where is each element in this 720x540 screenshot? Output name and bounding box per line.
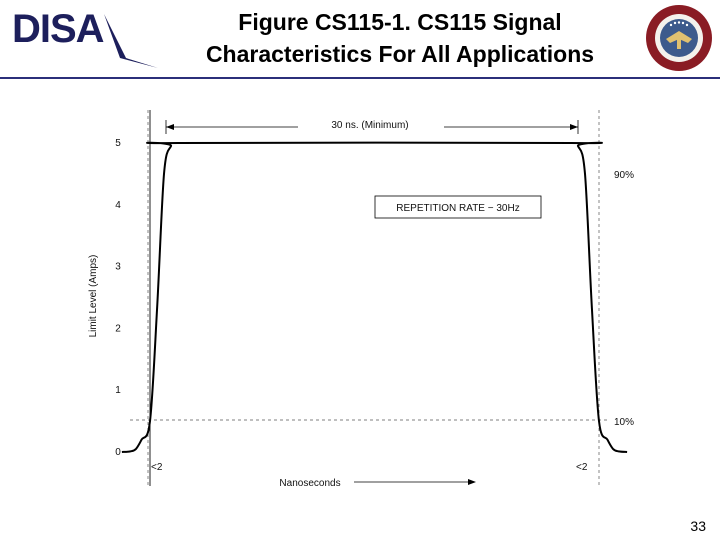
ten-percent-label: 10% [614, 417, 635, 428]
y-tick-labels [115, 138, 121, 458]
pulse-waveform [122, 143, 627, 452]
y-tick-label: 4 [115, 199, 121, 211]
y-tick-label: 3 [115, 261, 121, 273]
y-tick-label: 1 [115, 385, 121, 397]
x-axis-label: Nanoseconds [279, 478, 341, 489]
slide-title: Figure CS115-1. CS115 Signal Characteristics For All Applications [205, 9, 595, 67]
y-axis-label: Limit Level (Amps) [88, 254, 99, 338]
rise-time-label: <2 [151, 462, 163, 473]
pulse-width-arrowhead-right [570, 124, 578, 130]
y-tick-label: 5 [115, 138, 121, 149]
cs115-chart [0, 96, 720, 490]
y-tick-label: 2 [115, 323, 121, 335]
pulse-width-arrowhead-left [166, 124, 174, 130]
ninety-percent-label: 90% [614, 170, 635, 181]
x-axis-arrowhead [468, 479, 476, 485]
pulse-width-label: 30 ns. (Minimum) [331, 120, 409, 131]
agency-seal-icon [644, 3, 714, 73]
repetition-rate-label: REPETITION RATE − 30Hz [396, 203, 520, 214]
title-divider [0, 77, 720, 79]
y-tick-label: 0 [115, 447, 121, 458]
disa-logo: DISA [12, 7, 104, 51]
page-number: 33 [690, 518, 706, 534]
fall-time-label: <2 [576, 462, 588, 473]
